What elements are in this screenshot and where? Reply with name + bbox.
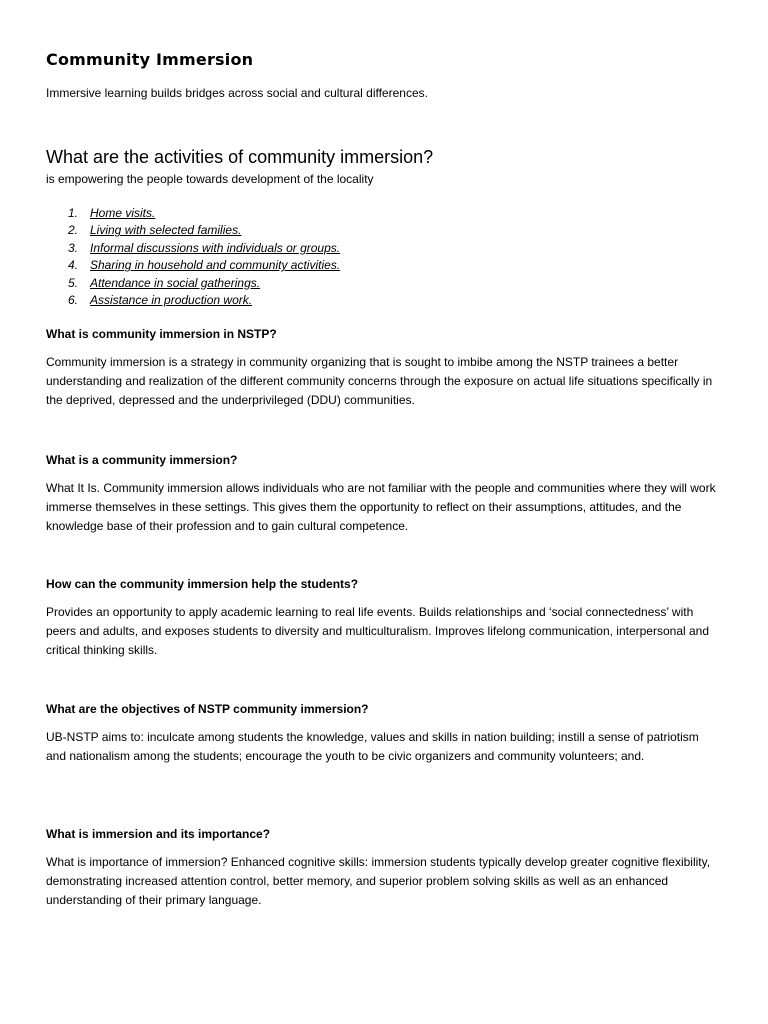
list-item-number: 6. [68,292,79,307]
list-item-number: 5. [68,275,79,290]
list-item-link[interactable]: Sharing in household and community activities. [90,258,341,273]
list-item-link[interactable]: Living with selected families. [90,223,242,238]
list-item-link[interactable]: Assistance in production work. [90,292,253,307]
list-item [46,275,340,292]
list-item-number: 3. [68,240,79,255]
list-item-number: 2. [68,223,79,238]
activities-heading: What are the activities of community immersion? [46,147,434,167]
section-question-definition: What is a community immersion? [46,453,238,467]
list-item [46,222,340,239]
list-item [46,205,340,222]
list-item [46,292,340,309]
list-item-link[interactable]: Informal discussions with individuals or groups. [90,240,341,255]
activities-list [46,205,340,309]
section-answer-objectives: UB-NSTP aims to: inculcate among students the knowledge, values and skills in nation building; instill a sense of patriotism and nationalism among the students; encourage the youth to be civic organizers and community volunteers; and. [46,730,699,763]
section-answer-students: Provides an opportunity to apply academic learning to real life events. Builds relationships and ‘social connectedness’ with peers and adults, and exposes students to diversity and multiculturalism. Improves lifelong communication, interpersonal and critical thinking skills. [46,605,710,657]
section-answer-definition: What It Is. Community immersion allows individuals who are not familiar with the people and communities where they will work immerse themselves in these settings. This gives them the opportunity to reflect on their assumptions, attitudes, and the knowledge base of their profession and to gain cultural competence. [46,481,716,533]
section-question-students: How can the community immersion help the students? [46,577,359,591]
intro-text: Immersive learning builds bridges across social and cultural differences. [46,86,428,100]
list-item-number: 4. [68,258,79,273]
activities-subheading: is empowering the people towards development of the locality [46,172,374,186]
document-title: Community Immersion [46,50,254,69]
section-answer-importance: What is importance of immersion? Enhanced cognitive skills: immersion students typically develop greater cognitive flexibility, demonstrating increased attention control, better memory, and superior problem solving skills as well as an enhanced understanding of their primary language. [46,855,711,907]
section-question-objectives: What are the objectives of NSTP community immersion? [46,702,369,716]
section-question-nstp: What is community immersion in NSTP? [46,327,277,341]
section-answer-nstp: Community immersion is a strategy in community organizing that is sought to imbibe among the NSTP trainees a better understanding and realization of the different community concerns through the exposure on actual life situations specifically in the deprived, depressed and the underprivileged (DDU) communities. [46,355,713,407]
list-item [46,257,340,274]
list-item-link[interactable]: Home visits. [90,206,156,220]
list-item-link[interactable]: Attendance in social gatherings. [90,275,261,290]
list-item [46,240,340,257]
section-question-importance: What is immersion and its importance? [46,827,271,841]
list-item-number: 1. [68,206,79,220]
